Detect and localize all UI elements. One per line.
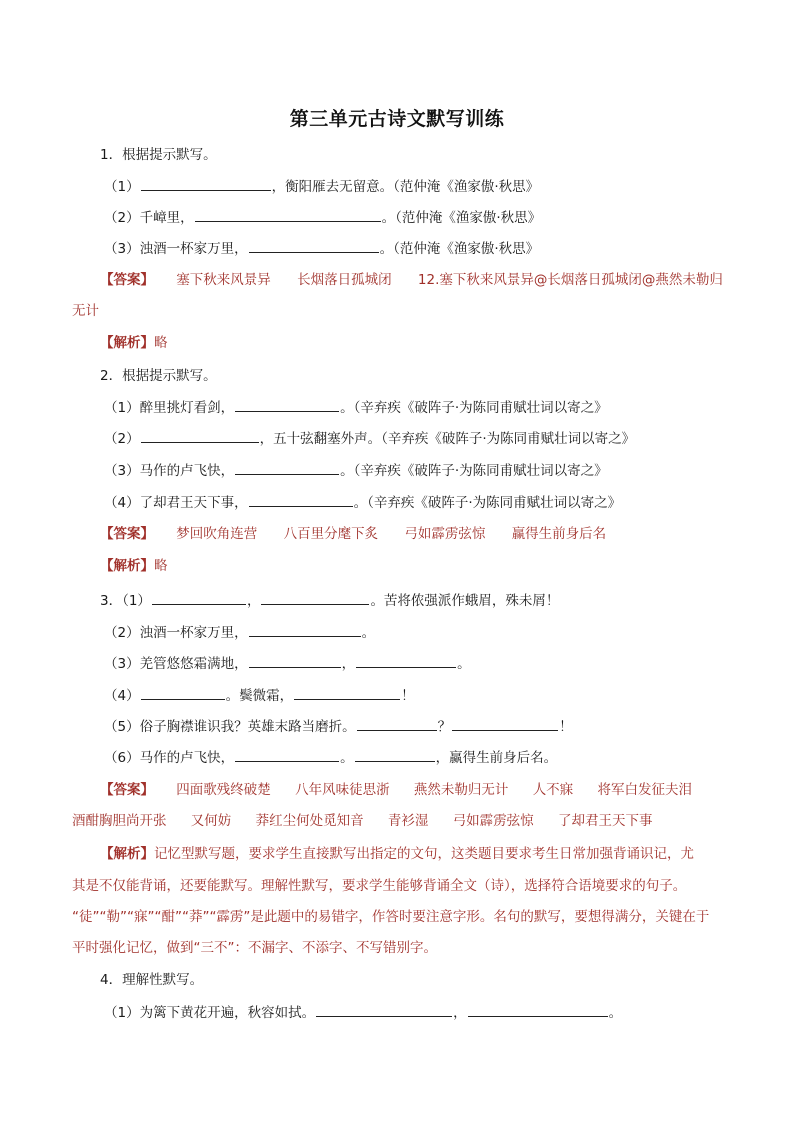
answer-blank[interactable] — [316, 1002, 452, 1017]
answer-blank[interactable] — [235, 397, 339, 412]
q2-line-4: （4）了却君王天下事， 。（辛弃疾《破阵子·为陈同甫赋壮词以寄之》 — [104, 492, 621, 513]
q3-line-1: 3．（1） ， 。苦将侬强派作蛾眉，殊未屑！ — [100, 590, 559, 611]
answer-blank[interactable] — [249, 238, 379, 253]
answer-blank[interactable] — [235, 460, 339, 475]
answer-blank[interactable] — [249, 492, 353, 507]
answer-blank[interactable] — [452, 716, 558, 731]
analysis-tag: 【解析】 — [100, 558, 154, 574]
q2-heading: 2．根据提示默写。 — [100, 368, 217, 384]
q1-answer-continued: 无计 — [72, 303, 99, 319]
q1-heading: 1．根据提示默写。 — [100, 147, 217, 163]
q3-line-3: （3）羌管悠悠霜满地， ， 。 — [104, 653, 471, 674]
answer-blank[interactable] — [249, 653, 341, 668]
answer-tag: 【答案】 — [100, 526, 154, 542]
q3-analysis-line-4: 平时强化记忆，做到“三不”：不漏字、不添字、不写错别字。 — [72, 940, 437, 956]
q2-line-3: （3）马作的卢飞快， 。（辛弃疾《破阵子·为陈同甫赋壮词以寄之》 — [104, 460, 608, 481]
q3-line-2: （2）浊酒一杯家万里， 。 — [104, 622, 375, 643]
answer-blank[interactable] — [152, 590, 246, 605]
q1-line-1: （1） ，衡阳雁去无留意。（范仲淹《渔家傲·秋思》 — [104, 176, 539, 197]
answer-blank[interactable] — [141, 428, 259, 443]
q2-line-1: （1）醉里挑灯看剑， 。（辛弃疾《破阵子·为陈同甫赋壮词以寄之》 — [104, 397, 608, 418]
answer-item: 弓如霹雳弦惊 — [452, 813, 534, 829]
q1-line-3: （3）浊酒一杯家万里， 。（范仲淹《渔家傲·秋思》 — [104, 238, 539, 259]
q3-line-5: （5）俗子胸襟谁识我？英雄末路当磨折。 ？ ！ — [104, 716, 573, 737]
q4-line-1: （1）为篱下黄花开遍，秋容如拭。 ， 。 — [104, 1002, 622, 1023]
answer-item: 弓如霹雳弦惊 — [404, 526, 486, 542]
analysis-tag: 【解析】 — [100, 335, 154, 351]
answer-blank[interactable] — [468, 1002, 608, 1017]
answer-blank[interactable] — [141, 176, 271, 191]
answer-blank[interactable] — [261, 590, 369, 605]
answer-tag: 【答案】 — [100, 782, 154, 798]
page-title: 第三单元古诗文默写训练 — [289, 108, 505, 130]
answer-item: 青衫湿 — [387, 813, 429, 829]
answer-item: 莽红尘何处觅知音 — [255, 813, 364, 829]
q3-answer — [100, 780, 692, 800]
answer-blank[interactable] — [141, 685, 225, 700]
q3-line-4: （4） 。鬓微霜， ！ — [104, 685, 415, 706]
answer-item: 梦回吹角连营 — [176, 526, 258, 542]
answer-tag: 【答案】 — [100, 272, 154, 288]
answer-item: 12.塞下秋来风景异@长烟落日孤城闭@燕然未勒归 — [417, 272, 723, 288]
answer-item: 长烟落日孤城闭 — [297, 272, 392, 288]
answer-item: 燕然未勒归无计 — [413, 782, 509, 798]
answer-blank[interactable] — [235, 747, 339, 762]
q3-line-6: （6）马作的卢飞快， 。 ，赢得生前身后名。 — [104, 747, 557, 768]
q1-answer — [100, 270, 723, 290]
answer-blank[interactable] — [357, 716, 437, 731]
answer-item: 塞下秋来风景异 — [176, 272, 271, 288]
q4-heading: 4．理解性默写。 — [100, 972, 204, 988]
answer-blank[interactable] — [356, 653, 456, 668]
answer-item: 四面歌残终破楚 — [176, 782, 271, 798]
answer-item: 了却君王天下事 — [557, 813, 653, 829]
answer-item: 酒酣胸胆尚开张 — [72, 813, 167, 829]
answer-blank[interactable] — [294, 685, 400, 700]
answer-blank[interactable] — [355, 747, 435, 762]
answer-blank[interactable] — [195, 207, 381, 222]
answer-item: 又何妨 — [190, 813, 232, 829]
q2-analysis: 【解析】略 — [100, 558, 168, 574]
answer-item: 八年风味徒思浙 — [295, 782, 390, 798]
answer-item: 赢得生前身后名 — [511, 526, 607, 542]
q3-analysis-line-1: 【解析】记忆型默写题，要求学生直接默写出指定的文句，这类题目要求考生日常加强背诵识记，尤 — [100, 846, 694, 862]
analysis-tag: 【解析】 — [100, 846, 154, 862]
answer-item: 人不寐 — [532, 782, 574, 798]
q2-answer — [100, 524, 606, 544]
q3-analysis-line-2: 其是不仅能背诵，还要能默写。理解性默写，要求学生能够背诵全文（诗），选择符合语境要求的句子。 — [72, 878, 687, 894]
answer-blank[interactable] — [249, 622, 361, 637]
q1-analysis: 【解析】略 — [100, 335, 168, 351]
answer-item: 八百里分麾下炙 — [283, 526, 379, 542]
q2-line-2: （2） ，五十弦翻塞外声。（辛弃疾《破阵子·为陈同甫赋壮词以寄之》 — [104, 428, 635, 449]
answer-item: 将军白发征夫泪 — [597, 782, 692, 798]
q3-analysis-line-3: “徒”“勒”“寐”“酣”“莽”“霹雳”是此题中的易错字，作答时要注意字形。名句的默写，要想得满分，关键在于 — [72, 909, 710, 925]
q3-answer-row-2 — [72, 811, 652, 831]
q1-line-2: （2）千嶂里， 。（范仲淹《渔家傲·秋思》 — [104, 207, 541, 228]
